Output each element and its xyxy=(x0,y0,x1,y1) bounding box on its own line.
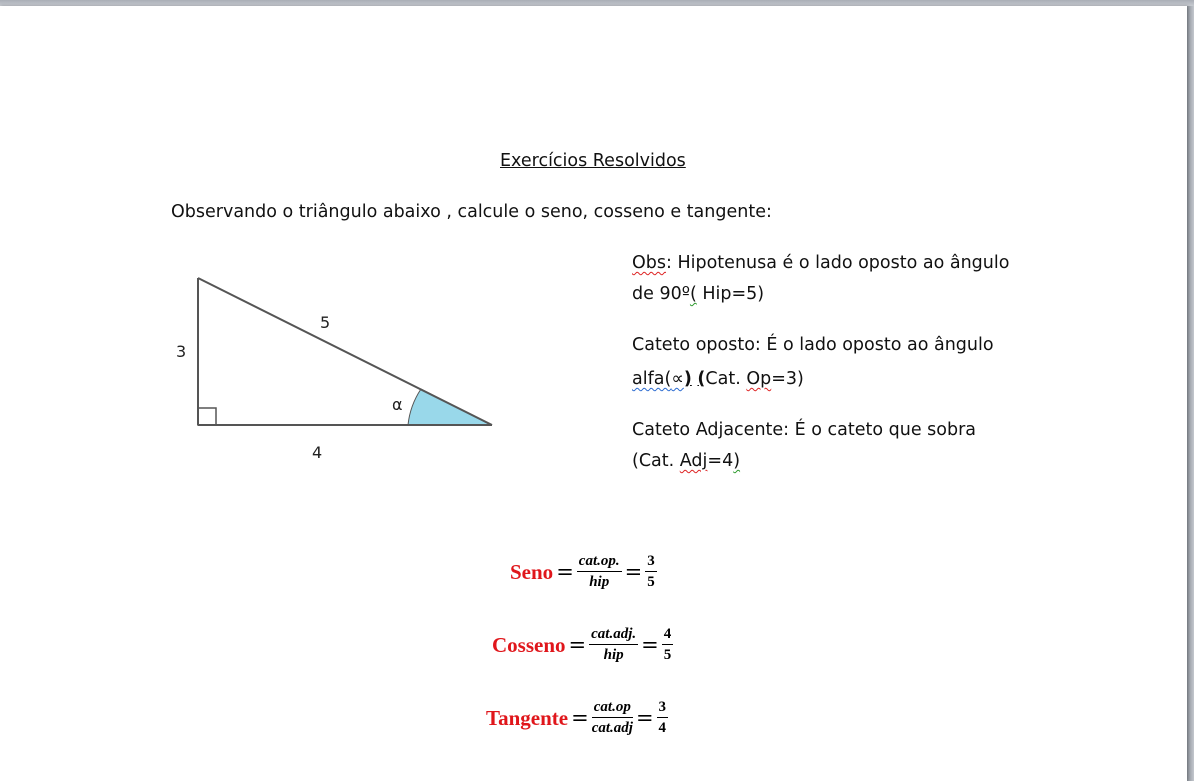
formula-cosseno xyxy=(492,626,673,665)
fraction-value xyxy=(662,626,674,665)
fraction-denominator: hip xyxy=(603,647,624,664)
label-side-3: 3 xyxy=(176,342,187,361)
note-hipotenusa-line2 xyxy=(632,284,764,305)
note-op-word: Op xyxy=(746,369,772,389)
fraction-numerator: cat.op. xyxy=(577,553,622,572)
note-adj-word: Adj xyxy=(679,451,708,471)
obs-word: Obs xyxy=(632,253,667,273)
label-side-4: 4 xyxy=(312,443,323,462)
note-alfa-close: ) xyxy=(683,369,692,389)
formula-label: Cosseno xyxy=(492,632,566,657)
note-hipotenusa-paren: ( xyxy=(689,284,697,304)
equals-sign: = xyxy=(624,560,643,585)
intro-text: Observando o triângulo abaixo , calcule o seno, cosseno e tangente: xyxy=(171,202,772,222)
equals-sign: = xyxy=(571,706,589,731)
note-adj-open: (Cat. xyxy=(632,451,680,471)
fraction-numerator: cat.adj. xyxy=(589,626,638,645)
note-alfa-symbol: ∝ xyxy=(671,369,684,389)
note-hipotenusa-value: Hip=5) xyxy=(696,284,765,304)
label-angle-alpha: α xyxy=(392,395,403,414)
label-side-5: 5 xyxy=(320,313,331,332)
note-cateto-adjacente-line2 xyxy=(632,451,740,472)
fraction-numerator: 3 xyxy=(645,553,657,572)
equals-sign: = xyxy=(556,560,574,585)
right-angle-marker xyxy=(198,408,216,425)
formula-label: Tangente xyxy=(486,705,569,730)
equals-sign: = xyxy=(568,633,587,658)
fraction-numerator: 4 xyxy=(662,626,674,645)
note-cateto-oposto-line1: Cateto oposto: É o lado oposto ao ângulo xyxy=(632,335,994,355)
formula-label: Seno xyxy=(510,559,554,584)
fraction-denominator: hip xyxy=(589,574,610,591)
note-cateto-adjacente-line1: Cateto Adjacente: É o cateto que sobra xyxy=(632,420,977,440)
fraction-definition xyxy=(592,699,633,738)
note-cat-open: ( xyxy=(697,369,706,389)
fraction-definition xyxy=(577,553,622,592)
fraction-definition xyxy=(589,626,638,665)
formula-tangente xyxy=(486,699,668,738)
equals-sign: = xyxy=(635,706,654,731)
note-op-value: =3) xyxy=(771,369,804,389)
note-hipotenusa-line1 xyxy=(632,253,1009,274)
note-hipotenusa-text: : Hipotenusa é o lado oposto ao ângulo xyxy=(666,253,1010,273)
note-alfa-word: alfa( xyxy=(632,369,672,389)
note-adj-close: ) xyxy=(733,451,741,471)
equals-sign: = xyxy=(641,633,659,658)
fraction-value xyxy=(657,699,669,738)
note-hipotenusa-degrees: de 90º xyxy=(632,284,690,304)
formula-seno xyxy=(510,553,657,592)
page-title: Exercícios Resolvidos xyxy=(500,151,686,171)
fraction-denominator: 5 xyxy=(663,647,672,664)
fraction-numerator: cat.op xyxy=(592,699,633,718)
note-cat-text: Cat. xyxy=(705,369,747,389)
side-hypotenuse xyxy=(198,278,492,425)
angle-alpha-arc xyxy=(408,389,491,425)
note-adj-value: =4 xyxy=(707,451,734,471)
fraction-denominator: cat.adj xyxy=(591,720,633,737)
fraction-value xyxy=(645,553,657,592)
fraction-numerator: 3 xyxy=(657,699,669,718)
note-cateto-oposto-line2 xyxy=(632,369,804,390)
fraction-denominator: 5 xyxy=(647,574,655,591)
fraction-denominator: 4 xyxy=(658,720,667,737)
